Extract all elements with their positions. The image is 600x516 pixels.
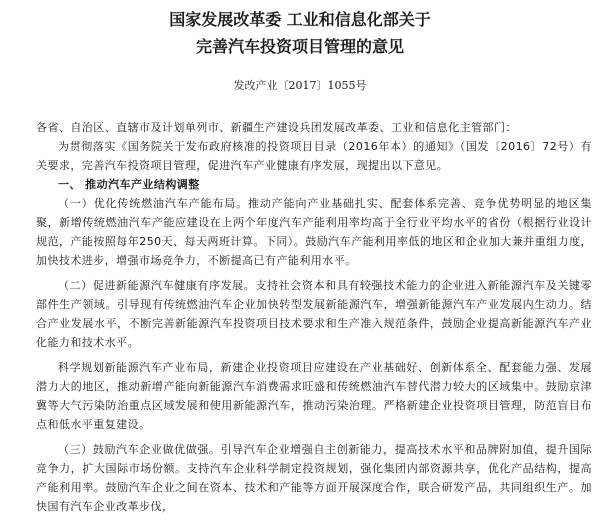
- intro-paragraph: 为贯彻落实《国务院关于发布政府核准的投资项目目录（2016年本）的通知》（国发〔2016〕72号）有关要求，完善汽车投资项目管理，促进汽车产业健康有序发展，现提出以下意见。: [36, 140, 592, 172]
- paragraph-4: （三）鼓励汽车企业做优做强。引导汽车企业增强自主创新能力，提高技术水平和品牌附加值，提升国际竞争力，扩大国际市场份额。支持汽车企业科学制定投资规划，强化集团内部资源共享，优化产品结构，提高产能利用率。鼓励汽车企业之间在资本、技术和产能等方面开展深度合作，联合研发产品，共同组织生产。加快国有汽车企业改革步伐，: [36, 443, 592, 513]
- paragraph-3: 科学规划新能源汽车产业布局，新建企业投资项目应建设在产业基础好、创新体系全、配套能力强、发展潜力大的地区，推动新增产能向新能源汽车消费需求旺盛和传统燃油汽车替代潜力较大的区域集中。鼓励京津冀等大气污染防治重点区域发展和使用新能源汽车，推动污染治理。严格新建企业投资项目管理，防范盲目布点和低水平重复建设。: [36, 361, 592, 431]
- document-body: [36, 118, 592, 516]
- document-title-line-2: 完善汽车投资项目管理的意见: [195, 37, 404, 56]
- document-number: 发改产业〔2017〕1055号: [233, 79, 367, 92]
- paragraph-2: （二）促进新能源汽车健康有序发展。支持社会资本和具有较强技术能力的企业进入新能源汽车及关键零部件生产领域。引导现有传统燃油汽车企业加快转型发展新能源汽车，增强新能源汽车产业发展内生动力。结合产业发展水平，不断完善新能源汽车投资项目技术要求和生产准入规范条件，鼓励企业提高新能源汽车产业化能力和技术水平。: [36, 279, 592, 349]
- addressee: 各省、自治区、直辖市及计划单列市、新疆生产建设兵团发展改革委、工业和信息化主管部门：: [36, 121, 517, 134]
- paragraph-1: （一）优化传统燃油汽车产能布局。推动产能向产业基础扎实、配套体系完善、竞争优势明显的地区集聚，新增传统燃油汽车产能应建设在上两个年度汽车产能利用率均高于全行业平均水平的省份（根据行业设计规范，产能按照每年250天、每天两班计算。下同）。鼓励汽车产能利用率低的地区和企业加大兼并重组力度，加快技术进步，增强市场竞争力，不断提高已有产能利用水平。: [36, 197, 592, 267]
- document-title-line-1: 国家发展改革委 工业和信息化部关于: [169, 10, 431, 29]
- section-heading: 一、 推动汽车产业结构调整: [58, 178, 200, 191]
